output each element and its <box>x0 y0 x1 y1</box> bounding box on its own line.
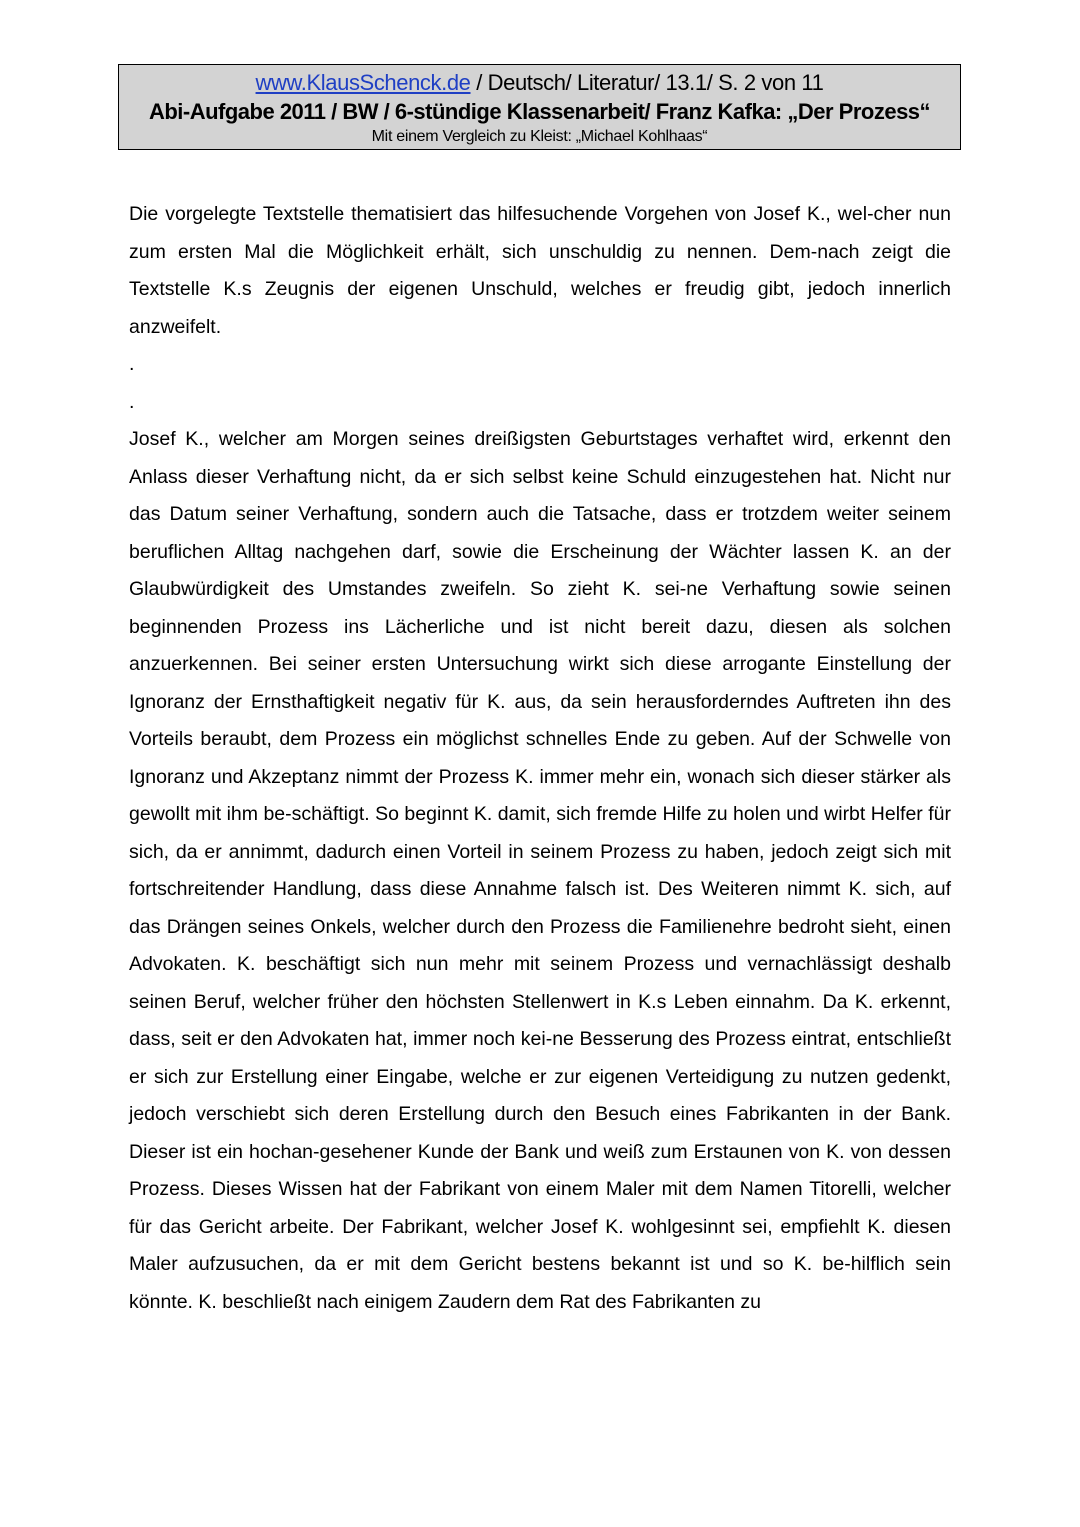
summary-paragraph: Josef K., welcher am Morgen seines dreißigsten Geburtstages verhaftet wird, erkennt den Anlass dieser Verhaftung nicht, da er sich selbst keine Schuld einzugestehen hat. Nicht nur das Datum seiner Verhaftung, sondern auch die Tatsache, dass er trotzdem weiter seinem beruflichen Alltag nachgehen darf, sowie die Erscheinung der Wächter lassen K. an der Glaubwürdigkeit des Umstandes zweifeln. So zieht K. sei-ne Verhaftung sowie seinen beginnenden Prozess ins Lächerliche und ist nicht bereit dazu, diesen als solchen anzuerkennen. Bei seiner ersten Untersuchung wirkt sich diese arrogante Einstellung der Ignoranz der Ernsthaftigkeit negativ für K. aus, da sein herausforderndes Auftreten ihn des Vorteils beraubt, dem Prozess ein möglichst schnelles Ende zu geben. Auf der Schwelle von Ignoranz und Akzeptanz nimmt der Prozess K. immer mehr ein, wonach sich dieser stärker als gewollt mit ihm be-schäftigt. So beginnt K. damit, sich fremde Hilfe zu holen und wirbt Helfer für sich, da er annimmt, dadurch einen Vorteil in seinem Prozess zu haben, jedoch zeigt sich mit fortschreitender Handlung, dass diese Annahme falsch ist. Des Weiteren nimmt K. sich, auf das Drängen seines Onkels, welcher durch den Prozess die Familienehre bedroht sieht, einen Advokaten. K. beschäftigt sich nun mehr mit seinem Prozess und vernachlässigt deshalb seinen Beruf, welcher früher den höchsten Stellenwert in K.s Leben einnahm. Da K. erkennt, dass, seit er den Advokaten hat, immer noch kei-ne Besserung des Prozess eintrat, entschließt er sich zur Erstellung einer Eingabe, welche er zur eigenen Verteidigung zu nutzen gedenkt, jedoch verschiebt sich deren Erstellung durch den Besuch eines Fabrikanten in der Bank. Dieser ist ein hochan-gesehener Kunde der Bank und weiß zum Erstaunen von K. von dessen Prozess. Dieses Wissen hat der Fabrikant von einem Maler mit dem Namen Titorelli, welcher für das Gericht arbeite. Der Fabrikant, welcher Josef K. wohlgesinnt sei, empfiehlt K. diesen Maler aufzusuchen, da er mit dem Gericht bestens bekannt ist und so K. be-hilflich sein könnte. K. beschließt nach einigem Zaudern dem Rat des Fabrikanten zu <box>129 428 951 1313</box>
document-body <box>129 196 951 1321</box>
page-header <box>118 64 961 150</box>
header-subtitle: Mit einem Vergleich zu Kleist: „Michael Kohlhaas“ <box>371 128 708 145</box>
separator-dot: . <box>129 390 135 413</box>
header-path: / Deutsch/ Literatur/ 13.1/ S. 2 von 11 <box>470 70 824 95</box>
header-title: Abi-Aufgabe 2011 / BW / 6-stündige Klassenarbeit/ Franz Kafka: „Der Prozess“ <box>148 99 931 124</box>
separator-dot: . <box>129 353 135 375</box>
header-source-line <box>119 69 960 97</box>
site-link[interactable]: www.KlausSchenck.de <box>255 70 471 95</box>
intro-paragraph: Die vorgelegte Textstelle thematisiert das hilfesuchende Vorgehen von Josef K., wel-cher nun zum ersten Mal die Möglichkeit erhält, sich unschuldig zu nennen. Dem-nach zeigt die Textstelle K.s Zeugnis der eigenen Unschuld, welches er freudig gibt, jedoch innerlich anzweifelt. <box>129 203 951 338</box>
